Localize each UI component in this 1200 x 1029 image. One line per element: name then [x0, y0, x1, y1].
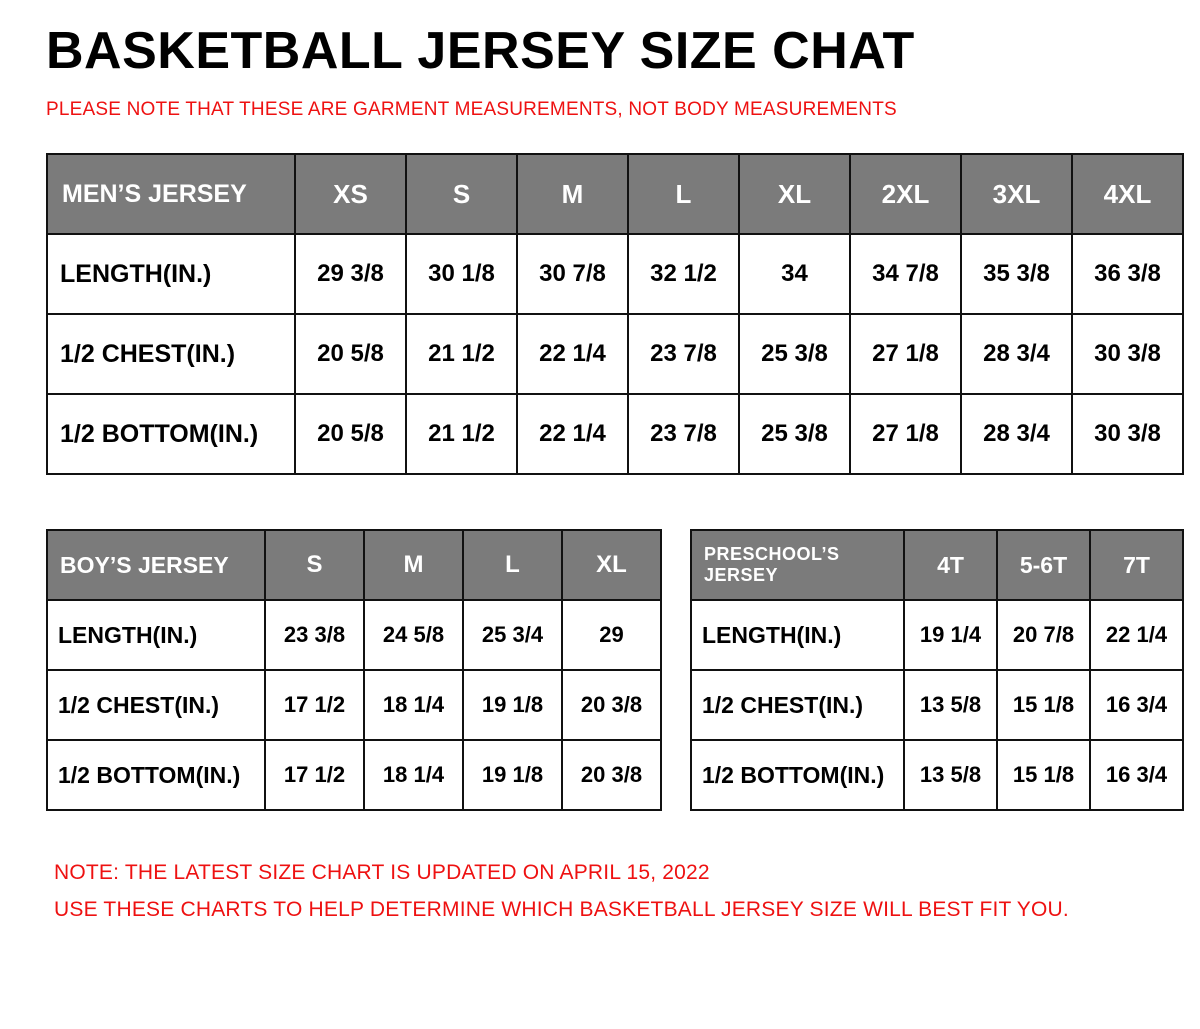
column-header-l: L — [628, 154, 739, 234]
mens-jersey-size-table — [46, 153, 1184, 475]
table-row — [47, 740, 661, 810]
column-header-category: BOY’S JERSEY — [47, 530, 265, 600]
cell: 15 1/8 — [997, 740, 1090, 810]
update-note: NOTE: THE LATEST SIZE CHART IS UPDATED ON APRIL 15, 2022 — [54, 861, 710, 885]
cell: 30 3/8 — [1072, 394, 1183, 474]
cell: 24 5/8 — [364, 600, 463, 670]
cell: 20 7/8 — [997, 600, 1090, 670]
row-label: LENGTH(IN.) — [47, 234, 295, 314]
cell: 19 1/8 — [463, 740, 562, 810]
table-row — [47, 670, 661, 740]
table-header-row — [47, 154, 1183, 234]
column-header-s: S — [265, 530, 364, 600]
cell: 20 5/8 — [295, 314, 406, 394]
column-header-4xl: 4XL — [1072, 154, 1183, 234]
cell: 19 1/4 — [904, 600, 997, 670]
table-header-row — [691, 530, 1183, 600]
cell: 29 3/8 — [295, 234, 406, 314]
bottom-notes — [54, 855, 1178, 929]
column-header-category: PRESCHOOL’S JERSEY — [691, 530, 904, 600]
cell: 18 1/4 — [364, 740, 463, 810]
cell: 17 1/2 — [265, 740, 364, 810]
boys-jersey-size-table — [46, 529, 662, 811]
cell: 16 3/4 — [1090, 740, 1183, 810]
size-chart-page — [0, 22, 1200, 1029]
page-title: BASKETBALL JERSEY SIZE CHAT — [46, 22, 915, 80]
table-row — [47, 234, 1183, 314]
column-header-3xl: 3XL — [961, 154, 1072, 234]
cell: 21 1/2 — [406, 314, 517, 394]
cell: 18 1/4 — [364, 670, 463, 740]
cell: 22 1/4 — [517, 394, 628, 474]
column-header-m: M — [517, 154, 628, 234]
mens-jersey-table-wrapper — [46, 153, 1178, 475]
column-header-xl: XL — [739, 154, 850, 234]
cell: 22 1/4 — [1090, 600, 1183, 670]
row-label: 1/2 CHEST(IN.) — [691, 670, 904, 740]
row-label: LENGTH(IN.) — [47, 600, 265, 670]
cell: 34 — [739, 234, 850, 314]
cell: 19 1/8 — [463, 670, 562, 740]
column-header-s: S — [406, 154, 517, 234]
table-row — [691, 600, 1183, 670]
column-header-7t: 7T — [1090, 530, 1183, 600]
cell: 25 3/8 — [739, 394, 850, 474]
lower-tables-row — [46, 529, 1178, 811]
cell: 35 3/8 — [961, 234, 1072, 314]
row-label: 1/2 CHEST(IN.) — [47, 314, 295, 394]
cell: 13 5/8 — [904, 740, 997, 810]
row-label: 1/2 CHEST(IN.) — [47, 670, 265, 740]
cell: 22 1/4 — [517, 314, 628, 394]
column-header-xl: XL — [562, 530, 661, 600]
cell: 30 1/8 — [406, 234, 517, 314]
garment-measurement-note: PLEASE NOTE THAT THESE ARE GARMENT MEASUREMENTS, NOT BODY MEASUREMENTS — [46, 98, 897, 120]
cell: 28 3/4 — [961, 314, 1072, 394]
table-row — [47, 394, 1183, 474]
column-header-l: L — [463, 530, 562, 600]
column-header-2xl: 2XL — [850, 154, 961, 234]
column-header-5-6t: 5-6T — [997, 530, 1090, 600]
cell: 25 3/8 — [739, 314, 850, 394]
cell: 32 1/2 — [628, 234, 739, 314]
cell: 29 — [562, 600, 661, 670]
cell: 21 1/2 — [406, 394, 517, 474]
cell: 20 3/8 — [562, 670, 661, 740]
cell: 27 1/8 — [850, 314, 961, 394]
table-row — [691, 740, 1183, 810]
preschool-jersey-size-table — [690, 529, 1184, 811]
usage-note: USE THESE CHARTS TO HELP DETERMINE WHICH BASKETBALL JERSEY SIZE WILL BEST FIT YOU. — [54, 898, 1069, 922]
cell: 36 3/8 — [1072, 234, 1183, 314]
row-label: 1/2 BOTTOM(IN.) — [47, 740, 265, 810]
cell: 16 3/4 — [1090, 670, 1183, 740]
cell: 23 3/8 — [265, 600, 364, 670]
cell: 23 7/8 — [628, 394, 739, 474]
cell: 28 3/4 — [961, 394, 1072, 474]
column-header-category: MEN’S JERSEY — [47, 154, 295, 234]
column-header-m: M — [364, 530, 463, 600]
cell: 25 3/4 — [463, 600, 562, 670]
cell: 13 5/8 — [904, 670, 997, 740]
cell: 30 7/8 — [517, 234, 628, 314]
cell: 23 7/8 — [628, 314, 739, 394]
cell: 15 1/8 — [997, 670, 1090, 740]
cell: 17 1/2 — [265, 670, 364, 740]
column-header-xs: XS — [295, 154, 406, 234]
cell: 30 3/8 — [1072, 314, 1183, 394]
cell: 34 7/8 — [850, 234, 961, 314]
cell: 27 1/8 — [850, 394, 961, 474]
cell: 20 5/8 — [295, 394, 406, 474]
table-row — [691, 670, 1183, 740]
table-header-row — [47, 530, 661, 600]
table-row — [47, 600, 661, 670]
row-label: 1/2 BOTTOM(IN.) — [47, 394, 295, 474]
table-row — [47, 314, 1183, 394]
row-label: 1/2 BOTTOM(IN.) — [691, 740, 904, 810]
row-label: LENGTH(IN.) — [691, 600, 904, 670]
cell: 20 3/8 — [562, 740, 661, 810]
column-header-4t: 4T — [904, 530, 997, 600]
